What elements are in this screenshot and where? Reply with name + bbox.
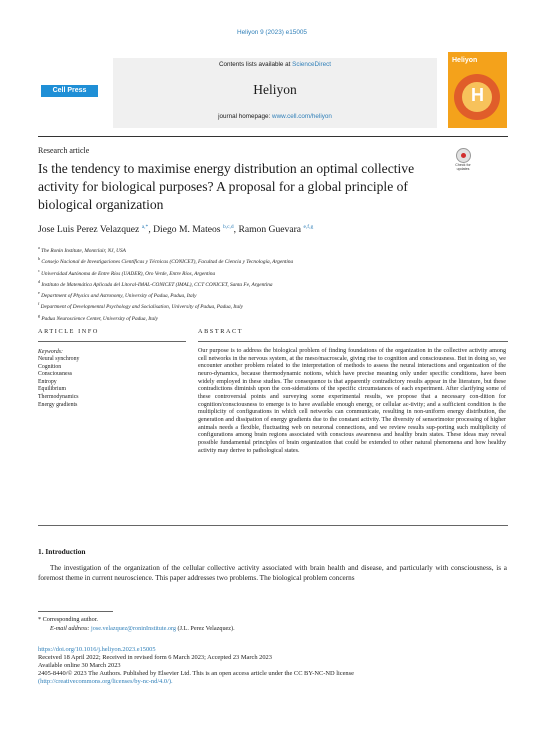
cover-letter: H (471, 85, 484, 105)
check-for-updates-button[interactable] (449, 146, 477, 176)
homepage-link[interactable]: www.cell.com/heliyon (272, 113, 332, 120)
email-suffix: (J.L. Perez Velazquez). (176, 625, 235, 632)
license-text: 2405-8440/© 2023 The Authors. Published by Elsevier Ltd. This is an open access article under the CC BY-NC-ND license (38, 669, 354, 677)
article-type: Research article (38, 146, 90, 155)
affiliation: $^b$ Consejo Nacional de Investigaciones Científicas y Técnicas (CONICET), Facultad de Ciencia y Tecnología, Argentina (38, 256, 294, 266)
contents-prefix: Contents lists available at (218, 61, 293, 68)
intro-paragraph: The investigation of the organization of the cellular collective activity associated with brain health and disease, and particularly with consciousness, is a foremost theme in current neuroscience. This paper addresses two problems. The biological problem concerns (38, 564, 507, 582)
journal-cover (448, 52, 507, 128)
keyword: Thermodynamics (38, 393, 79, 400)
received-dates: Received 18 April 2022; Received in revised form 6 March 2023; Accepted 23 March 2023 (38, 653, 272, 661)
keywords-heading: Keywords: (38, 349, 63, 355)
cellpress-logo-text: Cell Press (41, 85, 98, 97)
corresponding-note: * Corresponding author. (38, 616, 98, 623)
keyword: Equilibrium (38, 386, 67, 393)
author-affil-sup[interactable]: b,c,d (222, 224, 234, 230)
sciencedirect-link[interactable]: ScienceDirect (292, 61, 331, 68)
check-for-updates-label: Check for updates (455, 163, 471, 172)
keyword: Energy gradients (38, 401, 78, 408)
publisher-logo (38, 58, 100, 128)
email-line (50, 625, 235, 632)
author-affil-sup[interactable]: e,f,g (303, 224, 314, 230)
keyword: Entropy (38, 378, 57, 385)
homepage-line (113, 113, 437, 120)
license-link[interactable]: (http://creativecommons.org/licenses/by-nc-nd/4.0/). (38, 677, 173, 685)
keywords-list (38, 356, 79, 409)
crossmark-icon (456, 148, 471, 163)
author-name[interactable]: Diego M. Mateos (153, 224, 221, 236)
abstract-heading: ABSTRACT (198, 328, 244, 335)
article-info-heading: ARTICLE INFO (38, 328, 99, 335)
affiliation: $^g$ Padua Neuroscience Center, University of Padua, Italy (38, 312, 158, 322)
author-name[interactable]: Ramon Guevara (238, 224, 302, 236)
header-rule (38, 136, 508, 137)
abstract-bottom-rule (38, 525, 508, 526)
cover-title: Heliyon (452, 57, 478, 64)
contents-line (113, 61, 437, 68)
info-rule (38, 341, 186, 342)
email-link[interactable]: jose.velazquez@roninInstitute.org (91, 625, 176, 632)
keyword: Cognition (38, 363, 62, 370)
affiliation: $^c$ Universidad Autónoma de Entre Ríos (UADER), Oro Verde, Entre Ríos, Argentina (38, 267, 216, 277)
affiliation: $^a$ The Ronin Institute, Montclair, NJ, USA (38, 245, 126, 254)
running-head[interactable]: Heliyon 9 (2023) e15005 (237, 29, 307, 36)
doi-link[interactable]: https://doi.org/10.1016/j.heliyon.2023.e15005 (38, 646, 156, 653)
available-online: Available online 30 March 2023 (38, 661, 121, 669)
article-title: Is the tendency to maximise energy distribution an optimal collective activity for biological purposes? A proposal for a global principle of biological organization (38, 161, 415, 212)
footnote-rule (38, 611, 113, 612)
keyword: Neural synchrony (38, 356, 80, 362)
homepage-prefix: journal homepage: (218, 113, 273, 120)
journal-title: Heliyon (253, 82, 297, 97)
abstract-text: Our purpose is to address the biological problem of finding foundations of the organization in the collective activity among cell networks in the nervous system, at the meso/macroscale, giving rise to cognition and consciousness. But in doing so, we encounter another problem related to the interpretation of methods to assess the neural interactions and organization of the neuro-dynamics, because thermodynamic notions, which have precise meaning only under specific conditions, have been widely employed in these studies. The consequence is that apparently contradictory results appear in the literature, but these contradictions diminish upon the con-siderations of the specific circumstances of each experiment. After clarifying some of these controversial points and surveying some experimental results, we propose that a necessary con-dition for cognition/consciousness to emerge is to have available enough energy, or cellular ac-tivity; and a sufficient condition is the multiplicity of configurations in which cell networks can communicate, resulting in non-uniform energy distribution, the generation and dissipation of energy gradients due to the constant activity. The diversity of sensorimotor processing of higher animals needs a flexible, fluctuating web on neuronal connections, and we review results sup-porting such multiplicity of configurations among brain regions associated with conscious awareness and healthy brain states. These ideas may reveal possible fundamental principles of brain organization that could be extended to other natural phenomena and how healthy activity may derive to pathological states. (198, 348, 506, 454)
affiliation: $^f$ Department of Developmental Psychology and Socialisation, University of Padua, Padua, Italy (38, 301, 243, 311)
affiliations (38, 244, 508, 323)
author-name[interactable]: Jose Luis Perez Velazquez (38, 224, 140, 236)
author-affil-sup[interactable]: a,* (141, 224, 149, 230)
keyword: Consciousness (38, 371, 73, 378)
affiliation: $^d$ Instituto de Matemática Aplicada del Litoral-IMAL-CONICET (IMAL), CCT CONICET, Santa Fe, Argentina (38, 278, 273, 288)
affiliation: $^e$ Department of Physics and Astronomy, University of Padua, Padua, Italy (38, 290, 197, 299)
abstract-rule (198, 341, 508, 342)
publication-info (38, 646, 508, 686)
author-list: Jose Luis Perez Velazquez $^{a,*}$, Diego M. Mateos $^{b,c,d}$, Ramon Guevara $^{e,f,g}$ (38, 224, 314, 236)
email-label: E-mail address: (50, 625, 92, 632)
intro-heading: 1. Introduction (38, 547, 86, 556)
